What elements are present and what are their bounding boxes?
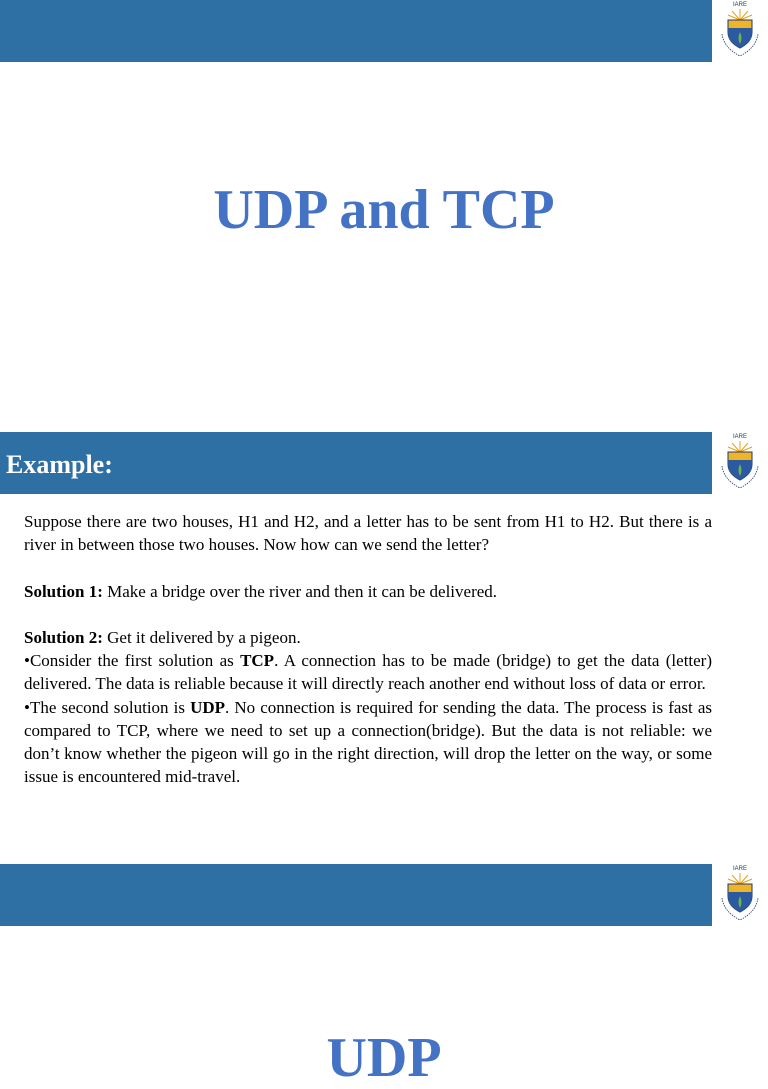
solution-1-text: Make a bridge over the river and then it can be delivered. — [102, 581, 498, 601]
solution-1-label: Solution 1: — [24, 581, 103, 601]
intro-paragraph: Suppose there are two houses, H1 and H2, and a letter has to be sent from H1 to H2. But there is a river in between those two houses. Now how can we send the letter? — [24, 512, 712, 555]
header-band — [0, 0, 712, 62]
presentation-title: UDP and TCP — [213, 179, 555, 241]
slide-body — [24, 510, 712, 788]
bullet-udp-text: . No connection is required for sending the data. The process is fast as compared to TCP, where we need to set up a connection(bridge). But the data is not reliable: we don’t know whether the pigeon will go in the right direction, will drop the letter on the way, or some issue is encountered mid-travel. — [24, 697, 712, 787]
bullet-udp — [24, 696, 712, 789]
iare-logo — [712, 864, 768, 926]
solution-1 — [24, 580, 712, 603]
iare-emblem-icon — [712, 0, 768, 62]
bullet-tcp — [24, 649, 712, 695]
iare-emblem-icon — [712, 432, 768, 494]
bullet-udp-keyword: UDP — [190, 697, 226, 717]
bullet-tcp-keyword: TCP — [240, 651, 275, 671]
solution-2-text: Get it delivered by a pigeon. — [102, 627, 301, 647]
header-band — [0, 432, 712, 494]
header-band — [0, 864, 712, 926]
solution-2-label: Solution 2: — [24, 627, 103, 647]
solution-2 — [24, 626, 712, 649]
bullet-udp-pre: •The second solution is — [24, 697, 191, 717]
bullet-tcp-text: . A connection has to be made (bridge) to get the data (letter) delivered. The data is reliable because it will directly reach another end without loss of data or error. — [24, 651, 713, 694]
logo-text: IARE — [732, 866, 748, 872]
slide-udp — [0, 864, 768, 1089]
slide-heading: Example: — [6, 450, 113, 479]
slide-title — [0, 0, 768, 432]
slide-example — [0, 432, 768, 864]
iare-logo — [712, 432, 768, 494]
slide-title-partial: UDP — [326, 1027, 442, 1089]
bullet-tcp-pre: •Consider the first solution as — [24, 651, 241, 671]
logo-text: IARE — [732, 2, 748, 8]
iare-logo — [712, 0, 768, 62]
logo-text: IARE — [732, 434, 748, 440]
iare-emblem-icon — [712, 864, 768, 926]
